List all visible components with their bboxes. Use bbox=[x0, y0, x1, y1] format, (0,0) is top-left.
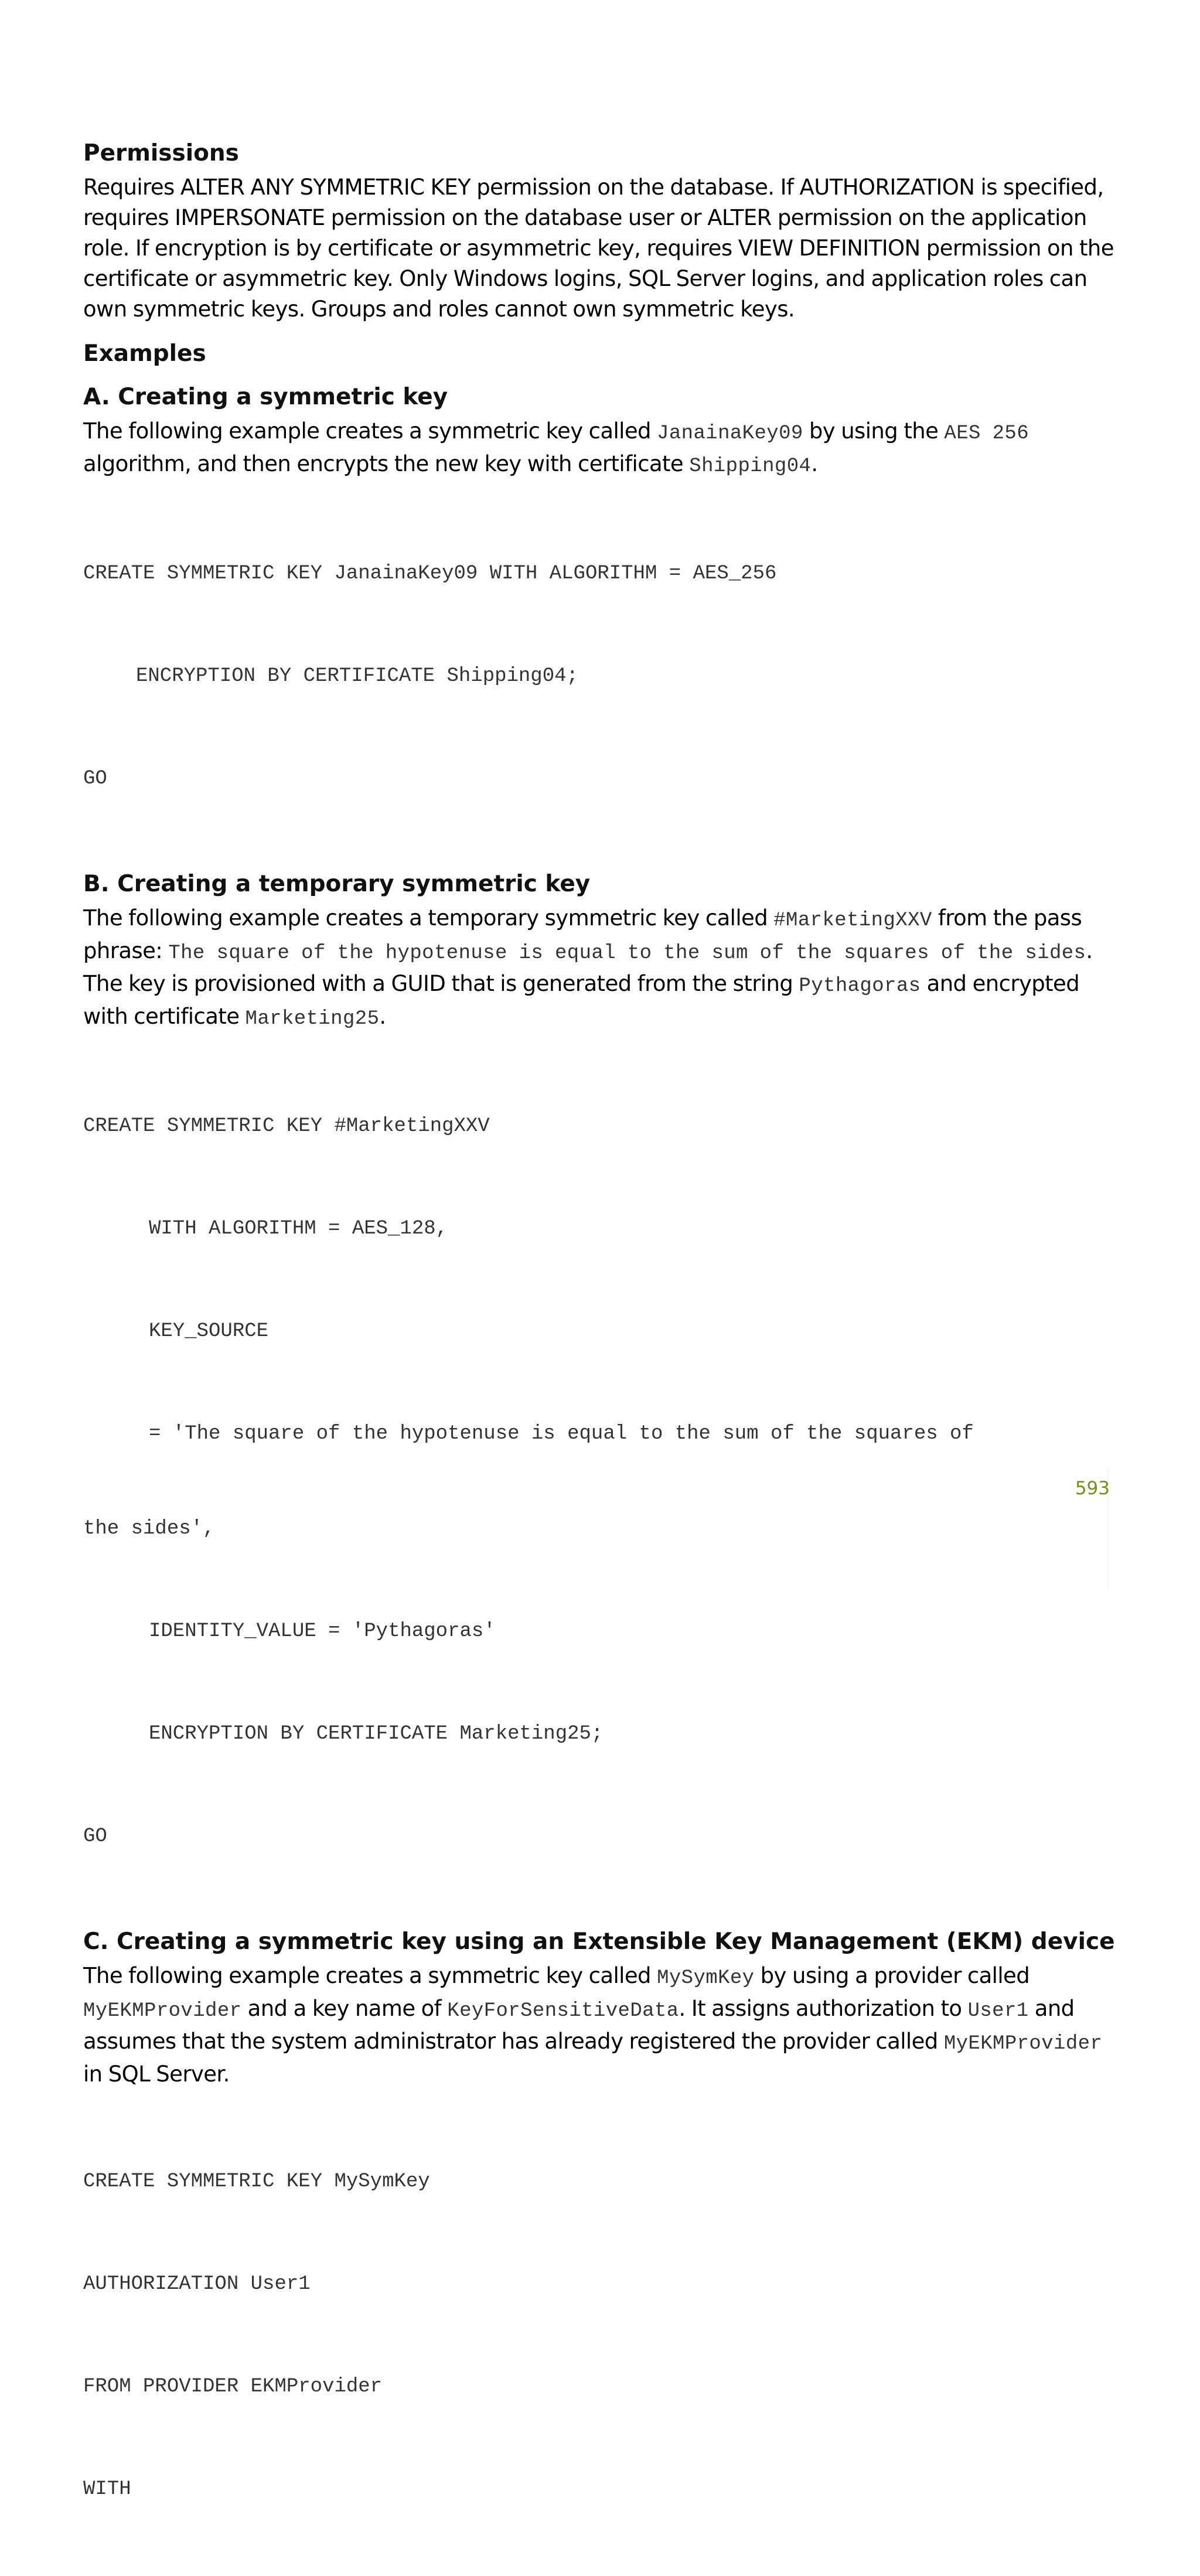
code-line: WITH ALGORITHM = AES_128, bbox=[149, 1218, 448, 1240]
code-line: CREATE SYMMETRIC KEY #MarketingXXV bbox=[83, 1115, 490, 1137]
page-content bbox=[83, 139, 1120, 2576]
inline-code: AES 256 bbox=[944, 422, 1029, 445]
page-number: 593 bbox=[1075, 1478, 1110, 1499]
inline-code: Marketing25 bbox=[245, 1008, 380, 1030]
inline-code: KeyForSensitiveData bbox=[447, 2000, 679, 2022]
example-a-heading: A. Creating a symmetric key bbox=[83, 384, 448, 410]
inline-code: Shipping04 bbox=[689, 455, 812, 478]
text: . It assigns authorization to bbox=[679, 1996, 968, 2021]
inline-code: The square of the hypotenuse is equal to the sum of the squares of the sides bbox=[168, 942, 1086, 965]
text: from the pass phrase: bbox=[83, 905, 1082, 963]
example-c-description bbox=[83, 1961, 1120, 2090]
code-line: ENCRYPTION BY CERTIFICATE Marketing25; bbox=[149, 1723, 604, 1745]
text: The following example creates a symmetric key called bbox=[83, 1963, 657, 1988]
inline-code: MyEKMProvider bbox=[943, 2033, 1103, 2055]
code-line: CREATE SYMMETRIC KEY JanainaKey09 WITH ALGORITHM = AES_256 bbox=[83, 563, 777, 585]
example-b-heading: B. Creating a temporary symmetric key bbox=[83, 871, 591, 897]
inline-code: Pythagoras bbox=[799, 975, 921, 997]
code-line: CREATE SYMMETRIC KEY MySymKey bbox=[83, 2170, 430, 2193]
code-line: ENCRYPTION BY CERTIFICATE Shipping04; bbox=[136, 665, 578, 687]
example-a-description bbox=[83, 416, 1120, 482]
text: . bbox=[811, 451, 818, 476]
code-line: GO bbox=[83, 1825, 107, 1848]
text: . bbox=[379, 1004, 386, 1029]
code-line: GO bbox=[83, 768, 107, 790]
text: in SQL Server. bbox=[83, 2062, 230, 2087]
text: algorithm, and then encrypts the new key with certificate bbox=[83, 451, 690, 476]
examples-heading: Examples bbox=[83, 340, 206, 367]
permissions-heading: Permissions bbox=[83, 140, 239, 166]
permissions-text: Requires ALTER ANY SYMMETRIC KEY permission on the database. If AUTHORIZATION is specified, requires IMPERSONATE permission on the database user or ALTER permission on the application role. If encryption is by certificate or asymmetric key, requires VIEW DEFINITION permission on the certificate or asymmetric key. Only Windows logins, SQL Server logins, and application roles can own symmetric keys. Groups and roles cannot own symmetric keys. bbox=[83, 175, 1114, 322]
text: by using the bbox=[803, 418, 945, 444]
code-line: = 'The square of the hypotenuse is equal to the sum of the squares of bbox=[149, 1423, 974, 1445]
inline-code: #MarketingXXV bbox=[773, 909, 932, 932]
code-line: AUTHORIZATION User1 bbox=[83, 2273, 311, 2295]
text: The following example creates a temporary symmetric key called bbox=[83, 905, 774, 931]
text: and assumes that the system administrator has already registered the provider called bbox=[83, 1996, 1075, 2054]
inline-code: MyEKMProvider bbox=[83, 2000, 242, 2022]
text: and a key name of bbox=[241, 1996, 448, 2021]
code-line: WITH bbox=[83, 2478, 131, 2500]
code-line: IDENTITY_VALUE = 'Pythagoras' bbox=[149, 1620, 496, 1643]
code-line: KEY_SOURCE bbox=[149, 1320, 269, 1342]
example-a-code bbox=[83, 495, 1120, 866]
inline-code: JanainaKey09 bbox=[657, 422, 803, 445]
example-c-heading: C. Creating a symmetric key using an Extensible Key Management (EKM) device bbox=[83, 1928, 1115, 1955]
text: and encrypted with certificate bbox=[83, 971, 1080, 1029]
inline-code: MySymKey bbox=[657, 1967, 755, 1989]
text: . The key is provisioned with a GUID that is generated from the string bbox=[83, 938, 1093, 996]
text: The following example creates a symmetric key called bbox=[83, 418, 657, 444]
example-b-code bbox=[83, 1047, 1120, 1923]
code-line: FROM PROVIDER EKMProvider bbox=[83, 2376, 383, 2398]
text: by using a provider called bbox=[754, 1963, 1030, 1988]
example-b-description bbox=[83, 903, 1120, 1034]
example-c-code bbox=[83, 2103, 1120, 2576]
inline-code: User1 bbox=[967, 2000, 1029, 2022]
code-line: the sides', bbox=[83, 1518, 215, 1540]
